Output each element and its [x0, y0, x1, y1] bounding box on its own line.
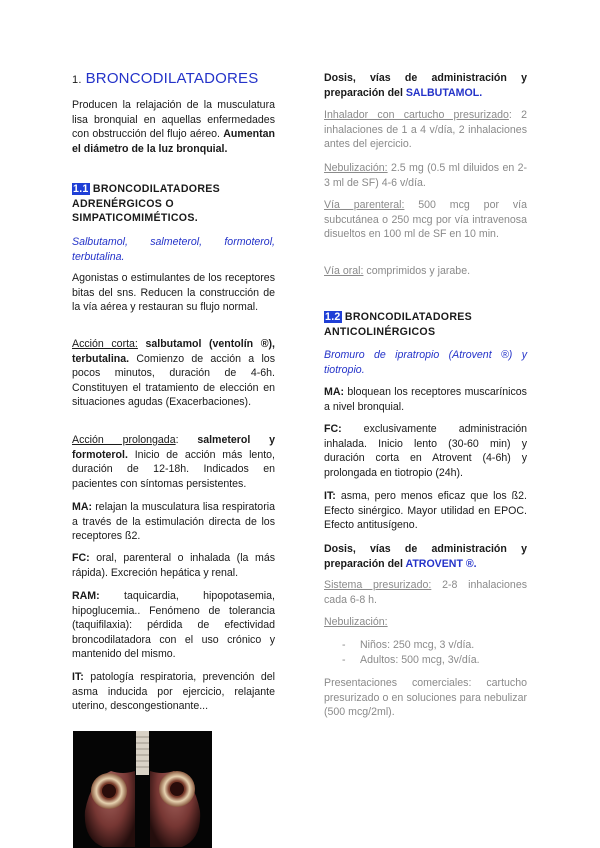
nebulization2-list — [342, 638, 527, 667]
it-paragraph: IT: patología respiratoria, prevención del asma inducida por ejercicio, relajante uterino, descongestionante... — [72, 671, 275, 713]
nebulization-paragraph: Nebulización: 2.5 mg (0.5 ml diluidos en 2-3 ml de SF) 4-6 v/día. — [324, 162, 527, 189]
parenteral-paragraph: Vía parenteral: 500 mcg por vía subcutánea o 250 mcg por vía intravenosa disueltos en 100 ml de SF en 10 min. — [324, 199, 527, 241]
it2-paragraph: IT: asma, pero menos eficaz que los ß2. Efecto sinérgico. Mayor utilidad en EPOC. Efecto antitusígeno. — [324, 490, 527, 532]
list-item: - Adultos: 500 mcg, 3v/día. — [342, 653, 527, 668]
fc-paragraph: FC: oral, parenteral o inhalada (la más rápida). Excreción hepática y renal. — [72, 552, 276, 579]
section-2-heading — [324, 310, 527, 339]
intro-bold: Aumentan el diámetro de la luz bronquial. — [72, 128, 275, 155]
salbutamol-dose-heading: Dosis, vías de administración y preparación del SALBUTAMOL. — [324, 72, 527, 99]
title-number: 1. — [72, 74, 82, 86]
salbutamol-name: SALBUTAMOL. — [405, 86, 483, 99]
page-title — [72, 70, 258, 87]
section-1-heading — [72, 182, 275, 226]
lung-illustration — [73, 731, 212, 848]
inhaler-paragraph: Inhalador con cartucho presurizado: 2 inhalaciones de 1 a 4 v/día, 2 inhalaciones antes del ejercicio. — [324, 109, 527, 151]
short-action-drugs: salbutamol (ventolín ®), terbutalina. — [72, 338, 275, 365]
atrovent-dose-heading: Dosis, vías de administración y preparación del ATROVENT ®. — [324, 543, 527, 570]
section-1-title: BRONCODILATADORES ADRENÉRGICOS O SIMPATICOMIMÉTICOS. — [72, 183, 221, 225]
ma2-paragraph: MA: bloquean los receptores muscarínicos a nivel bronquial. — [324, 386, 527, 413]
long-action-paragraph: Acción prolongada: salmeterol y formoterol. Inicio de acción más lento, duración de 12-18h. Indicados en pacientes con síntomas persistentes. — [72, 434, 275, 490]
ma-paragraph: MA: relajan la musculatura lisa respiratoria a través de la estimulación directa de los receptores ß2. — [72, 501, 275, 543]
list-item: - Niños: 250 mcg, 3 v/día. — [342, 638, 527, 653]
nebulization2-label: Nebulización: — [324, 616, 388, 628]
ram-paragraph: RAM: taquicardia, hipopotasemia, hipoglucemia.. Fenómeno de tolerancia (taquifilaxia): pérdida de efectividad broncodilatadora con el uso crónico y mantenido del mismo. — [72, 590, 275, 661]
pressurized-paragraph: Sistema presurizado: 2-8 inhalaciones cada 6-8 h. — [324, 579, 528, 606]
presentations-paragraph: Presentaciones comerciales: cartucho presurizado o en soluciones para nebulizar (500 mcg/2ml). — [324, 677, 527, 719]
title-text: BRONCODILATADORES — [85, 70, 259, 87]
short-action-paragraph: Acción corta: salbutamol (ventolín ®), terbutalina. Comienzo de acción a los pocos minutos, duración de 4-6h. Constituyen el tratamiento de elección en situaciones agudas (Exacerbaciones). — [72, 338, 275, 409]
section-2-title: BRONCODILATADORES ANTICOLINÉRGICOS — [324, 311, 473, 338]
atrovent-name: ATROVENT ®. — [405, 557, 477, 570]
section-2-badge: 1.2 — [325, 311, 341, 323]
fc2-paragraph: FC: exclusivamente administración inhalada. Inicio lento (30-60 min) y duración corta en Atrovent (4-6h) y prolongada en tiotropio (24h). — [324, 423, 527, 479]
section-1-badge: 1.1 — [73, 183, 89, 195]
oral-paragraph: Vía oral: comprimidos y jarabe. — [324, 265, 471, 277]
adrenergic-drugs: Salbutamol, salmeterol, formoterol, terbutalina. — [72, 236, 275, 263]
intro-paragraph: Producen la relajación de la musculatura lisa bronquial en aquellas enfermedades con obstrucción del flujo aéreo. Aumentan el diámetro de la luz bronquial. — [72, 99, 275, 155]
anticholinergic-drugs: Bromuro de ipratropio (Atrovent ®) y tiotropio. — [324, 349, 527, 376]
lung-graphic — [73, 731, 212, 848]
agonists-paragraph: Agonistas o estimulantes de los receptores bitas del sns. Reducen la construcción de la vía aérea y restauran su flujo normal. — [72, 272, 275, 314]
short-action-label: Acción corta: — [72, 338, 138, 350]
long-action-drugs: salmeterol y formoterol. — [72, 434, 275, 461]
long-action-label: Acción prolongada — [72, 434, 176, 446]
